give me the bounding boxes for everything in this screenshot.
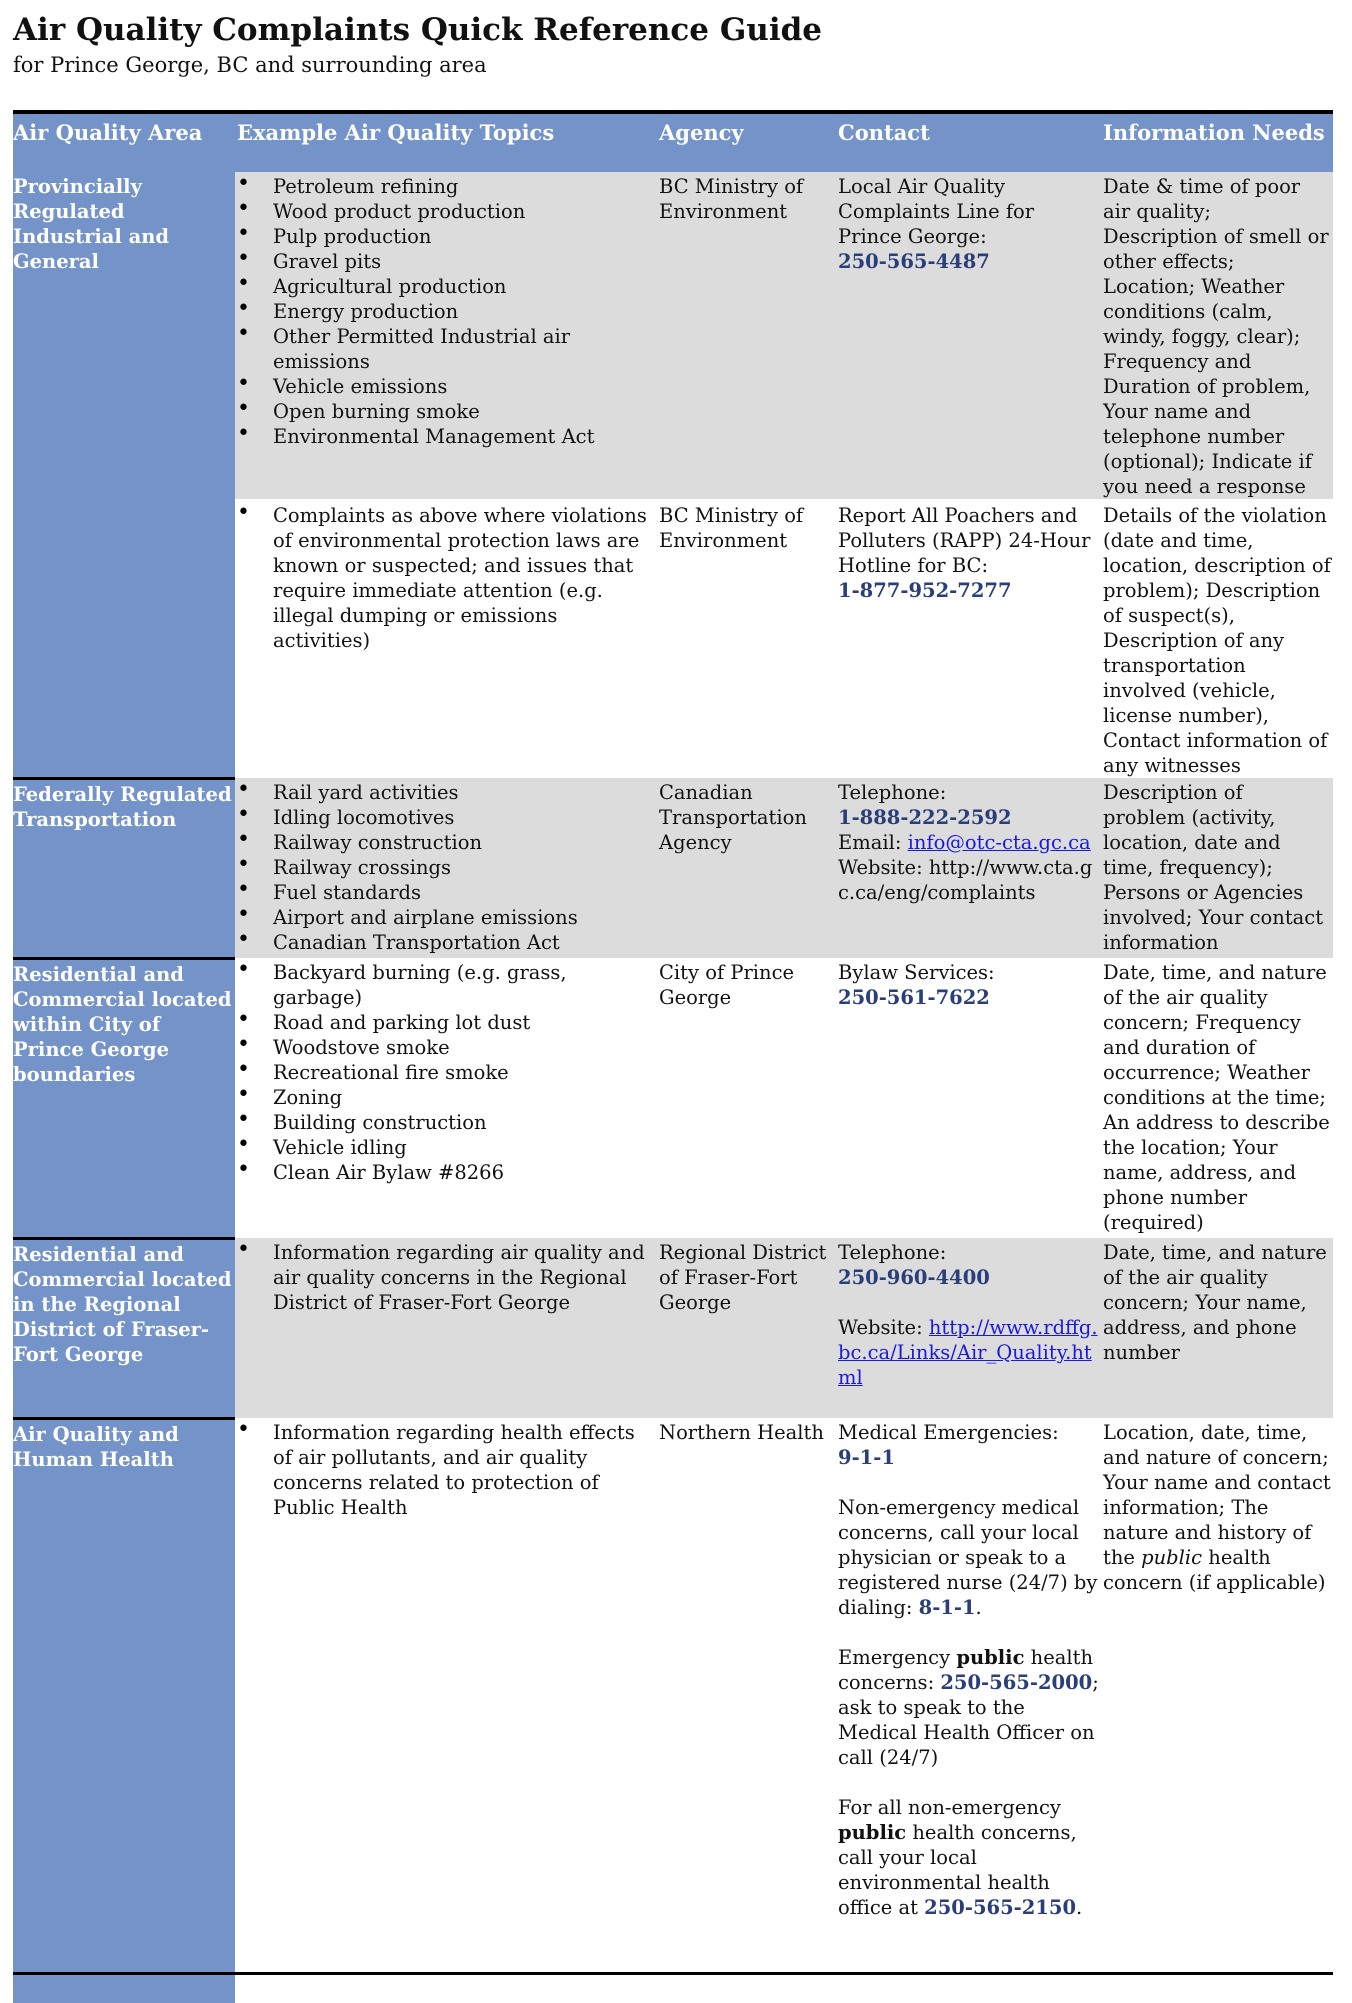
agency-cell: Regional District of Fraser-Fort George [657,1238,836,1418]
email-label: Email: [838,831,902,854]
header-information-needs: Information Needs [1101,112,1333,172]
all-text-c: health concerns, call your local environmental health office at [838,1821,1077,1919]
area-cell: Residential and Commercial located in the Regional District of Fraser-Fort George [13,1238,235,1418]
list-item: • Vehicle emissions [237,374,655,399]
emergency-text-tail: ; ask to speak to the Medical Health Officer on call (24/7) [838,1671,1099,1769]
non-emergency-text: Non-emergency medical concerns, call your local physician or speak to a registered nurse (24/7) by dialing: [838,1496,1098,1619]
list-item: • Open burning smoke [237,399,655,424]
info-needs-cell: Date & time of poor air quality; Description of smell or other effects; Location; Weather conditions (calm, windy, foggy, clear); Frequency and Duration of problem, Your name and telephone number (optional); Indicate if you need a response [1101,172,1333,500]
all-text-a: For all non-emergency [838,1796,1061,1819]
medical-emergency-block [838,1420,1099,1470]
phone-number[interactable]: 250-565-4487 [838,250,990,273]
topics-cell [235,1238,657,1418]
list-item: • Railway crossings [237,855,655,880]
info-needs-cell [1101,1418,1333,2003]
table-row [13,1418,1333,2003]
contact-cell [836,778,1101,958]
table-row [13,778,1333,958]
list-item: • Idling locomotives [237,805,655,830]
reference-table [13,110,1333,2003]
email-link[interactable]: info@otc-cta.gc.ca [907,831,1091,854]
list-item: • Information regarding air quality and air quality concerns in the Regional District of Fraser-Fort George [237,1240,655,1315]
non-emergency-block: Non-emergency medical concerns, call your local physician or speak to a registered nurse (24/7) by dialing: 8-1-1. [838,1496,1098,1619]
table-row [13,172,1333,500]
website-link[interactable]: http://www.rdffg.bc.ca/Links/Air_Quality.html [838,1316,1098,1389]
emergency-text-a: Emergency [838,1646,951,1669]
info-needs-cell: Description of problem (activity, location, date and time, frequency); Persons or Agencies involved; Your contact information [1101,778,1333,958]
agency-cell: BC Ministry of Environment [657,500,836,778]
info-text-a: Location, date, time, and nature of concern; Your name and contact information; The nature and history of the [1103,1421,1331,1569]
list-item: • Complaints as above where violations of environmental protection laws are known or suspected; and issues that require immediate attention (e.g. illegal dumping or emissions activities) [237,503,655,653]
list-item: • Agricultural production [237,274,655,299]
phone-number[interactable]: 250-565-2150 [924,1896,1077,1919]
topics-cell [235,172,657,500]
table-header-row [13,112,1333,172]
phone-number[interactable]: 1-877-952-7277 [838,579,1012,602]
header-agency: Agency [657,112,836,172]
info-needs-cell: Date, time, and nature of the air quality concern; Frequency and duration of occurrence; Weather conditions at the time; An address to describe the location; Your name, address, and phone number (required) [1103,961,1330,1234]
phone-number[interactable]: 250-565-2000 [940,1671,1093,1694]
emergency-text-c: health concerns: [838,1646,1094,1694]
page-title: Air Quality Complaints Quick Reference Guide [13,12,823,48]
non-emergency-public-health-block: For all non-emergency public health concerns, call your local environmental health office at 250-565-2150. [838,1796,1083,1919]
topics-cell [235,1418,657,2003]
agency-cell: City of Prince George [659,961,795,1009]
header-example-topics: Example Air Quality Topics [235,112,657,172]
topics-cell [235,500,657,778]
list-item: • Railway construction [237,830,655,855]
area-cell: Air Quality and Human Health [13,1418,235,2003]
phone-number[interactable]: 250-960-4400 [838,1266,990,1289]
topics-list [237,780,655,955]
topics-list [237,503,655,653]
contact-cell [836,958,1101,1238]
agency-cell: BC Ministry of Environment [657,172,836,500]
topics-list [237,1240,655,1315]
topics-list [237,174,655,449]
info-text-c: health concern (if applicable) [1103,1546,1326,1594]
topics-cell [235,778,657,958]
info-needs-cell: Details of the violation (date and time, location, description of problem); Description of suspect(s), Description of any transportation involved (vehicle, license number), Contact information of any witnesses [1101,500,1333,778]
list-item: • Backyard burning (e.g. grass, garbage) [237,960,655,1010]
list-item: • Energy production [237,299,655,324]
agency-cell: Canadian Transportation Agency [657,778,836,958]
phone-number[interactable]: 9-1-1 [838,1446,895,1469]
contact-text: Report All Poachers and Polluters (RAPP) 24-Hour Hotline for BC: [838,504,1091,577]
info-text-italic: public [1141,1546,1203,1569]
list-item: • Fuel standards [237,880,655,905]
public-health-emergency-block [838,1645,1099,1770]
telephone-label: Telephone: [838,781,947,804]
list-item: • Environmental Management Act [237,424,655,449]
contact-text: Bylaw Services: [838,961,995,984]
contact-cell [836,172,1101,500]
list-item: • Vehicle idling [237,1135,655,1160]
topics-cell [235,958,657,1238]
list-item: • Petroleum refining [237,174,655,199]
contact-cell [836,1238,1101,1418]
area-cell: Provincially Regulated Industrial and General [13,172,235,778]
table-row [13,958,1333,1238]
phone-number[interactable]: 1-888-222-2592 [838,806,1012,829]
area-cell: Federally Regulated Transportation [13,778,235,958]
website-text[interactable]: Website: http://www.cta.gc.ca/eng/complaints [838,856,1093,904]
list-item: • Gravel pits [237,249,655,274]
list-item: • Building construction [237,1110,655,1135]
page-subtitle: for Prince George, BC and surrounding area [13,53,487,77]
contact-text: Local Air Quality Complaints Line for Prince George: [838,175,1035,248]
topics-list [237,1420,655,1520]
list-item: • Airport and airplane emissions [237,905,655,930]
list-item: • Recreational fire smoke [237,1060,655,1085]
website-label: Website: [838,1316,923,1339]
list-item: • Rail yard activities [237,780,655,805]
list-item: • Canadian Transportation Act [237,930,655,955]
telephone-label: Telephone: [838,1241,947,1264]
list-item: • Pulp production [237,224,655,249]
list-item: • Woodstove smoke [237,1035,655,1060]
list-item: • Clean Air Bylaw #8266 [237,1160,655,1185]
header-contact: Contact [836,112,1101,172]
table-row [13,1238,1333,1418]
info-needs-cell: Date, time, and nature of the air quality concern; Your name, address, and phone number [1101,1238,1333,1418]
contact-cell [836,500,1101,778]
agency-cell: Northern Health [659,1421,824,1444]
all-text-bold: public [838,1821,907,1844]
table-bottom-rule [13,1972,1333,1975]
phone-number[interactable]: 250-561-7622 [838,986,990,1009]
contact-cell [836,1418,1101,2003]
header-air-quality-area: Air Quality Area [13,112,235,172]
medical-emergency-label: Medical Emergencies: [838,1421,1059,1444]
area-cell: Residential and Commercial located within City of Prince George boundaries [13,958,235,1238]
list-item: • Information regarding health effects of air pollutants, and air quality concerns related to protection of Public Health [237,1420,655,1520]
list-item: • Wood product production [237,199,655,224]
emergency-text-bold: public [956,1646,1025,1669]
phone-number[interactable]: 8-1-1 [918,1596,976,1619]
list-item: • Other Permitted Industrial air emissions [237,324,655,374]
topics-list [237,960,655,1185]
list-item: • Zoning [237,1085,655,1110]
list-item: • Road and parking lot dust [237,1010,655,1035]
